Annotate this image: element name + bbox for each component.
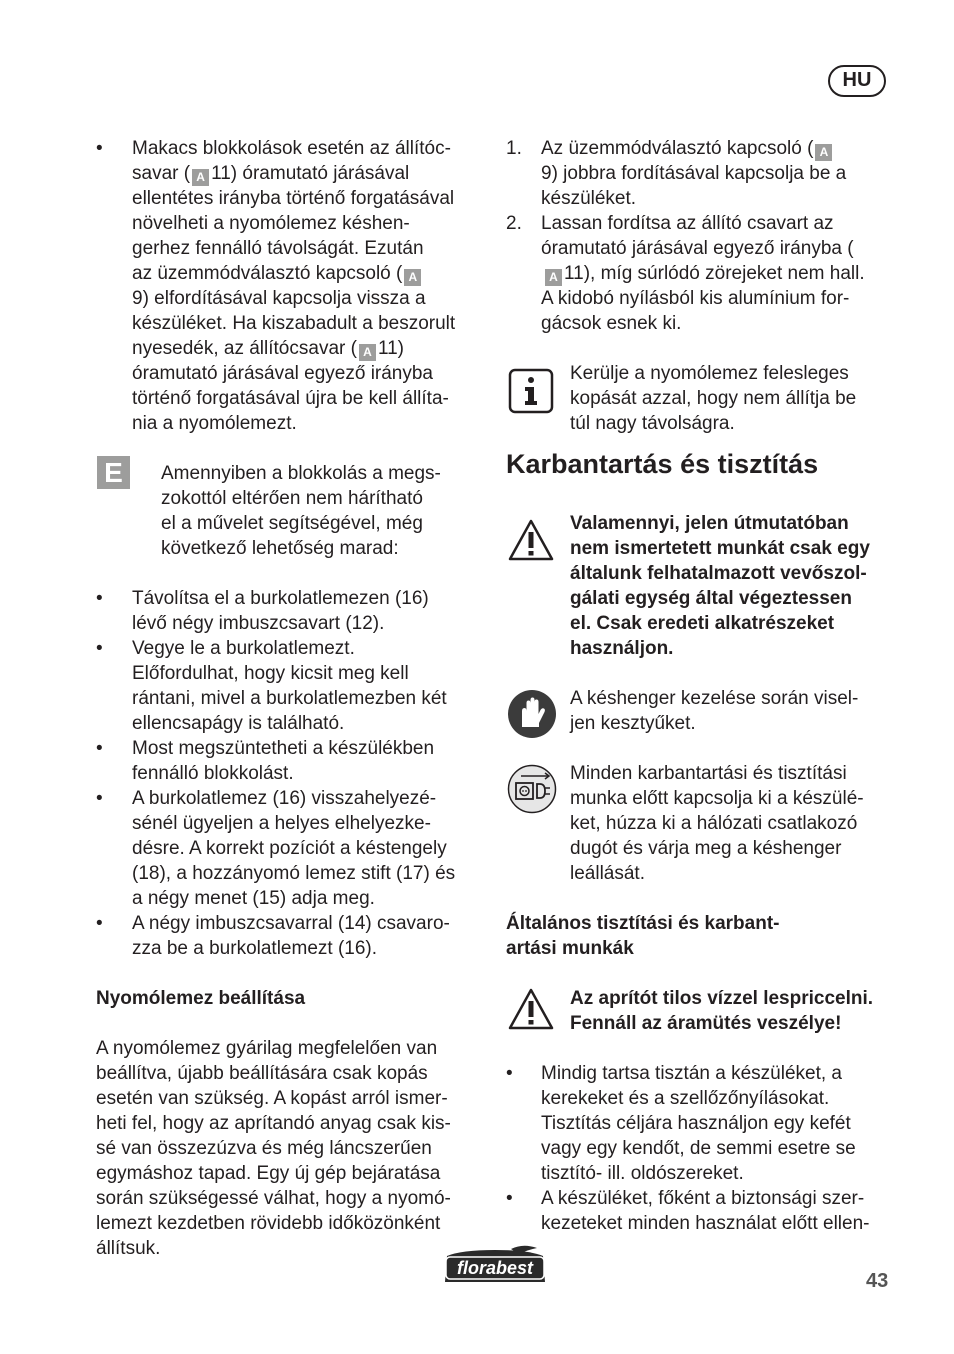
text-line: készüléket. [541,188,637,209]
text-line: fennálló blokkolást. [132,763,294,784]
text-line: sénél ügyeljen a helyes elhelyezke- [132,813,431,834]
gloves-icon [507,689,557,739]
text-line: zza be a burkolatlemezt (16). [132,938,378,959]
section-heading: Karbantartás és tisztítás [506,449,819,479]
text-line: munka előtt kapcsolja ki a készülé- [570,788,864,809]
text-line: désre. A korrekt pozíciót a késtengely [132,838,447,859]
text-line: Kerülje a nyomólemez felesleges [570,363,849,384]
text-line: Az aprítót tilos vízzel lespriccelni. [570,988,874,1009]
figure-ref-badge: A [404,269,421,286]
text-line: állítsuk. [96,1238,161,1259]
bullet-marker: • [96,138,103,159]
figure-ref-badge: A [545,269,562,286]
text-line: gácsok esnek ki. [541,313,682,334]
language-badge: HU [828,65,886,97]
text-line: dugót és várja meg a késhenger [570,838,842,859]
text-line: leállását. [570,863,645,884]
bullet-marker: • [96,738,103,759]
text-line: ellentétes irányba történő forgatásával [132,188,455,209]
text-line: Valamennyi, jelen útmutatóban [570,513,849,534]
text-line: túl nagy távolságra. [570,413,735,434]
text-line: Távolítsa el a burkolatlemezen (16) [132,588,429,609]
text-line: használjon. [570,638,674,659]
bullet-marker: • [96,588,103,609]
text-line: Most megszüntetheti a készülékben [132,738,435,759]
text-line: általunk felhatalmazott vevőszol- [570,563,867,584]
text-line: kezeteket minden használat előtt ellen- [541,1213,870,1234]
text-line: A késhenger kezelése során visel- [570,688,859,709]
text-line: nem ismertetett munkát csak egy [570,538,870,559]
text-line: lévő négy imbuszcsavart (12). [132,613,385,634]
section-subheading: artási munkák [506,938,634,959]
text-line: Fennáll az áramütés veszélye! [570,1013,842,1034]
text-line: során szükségessé válhat, hogy a nyomó- [96,1188,451,1209]
bullet-marker: • [96,913,103,934]
text-line: A négy imbuszcsavarral (14) csavaro- [132,913,450,934]
text-line: esetén van szükség. A kopást arról ismer- [96,1088,448,1109]
text-line: Előfordulhat, hogy kicsit meg kell [132,663,409,684]
florabest-logo [441,1244,549,1286]
svg-text:florabest: florabest [456,1258,534,1278]
text-line: sé van összezúzva és még láncszerűen [96,1138,432,1159]
text-line: történő forgatásával újra be kell állíta- [132,388,449,409]
text-line: egymáshoz tapad. Egy új gép bejáratása [96,1163,441,1184]
text-line: gerhez fennálló távolságát. Ezután [132,238,424,259]
text-line: Tisztítás céljára használjon egy kefét [541,1113,851,1134]
bullet-marker: • [506,1188,513,1209]
text-line: az üzemmódválasztó kapcsoló ( A [132,261,423,286]
text-line: A nyomólemez gyárilag megfelelően van [96,1038,438,1059]
text-line: A 11), míg súrlódó zörejeket nem hall. [541,261,865,286]
text-line: heti fel, hogy az aprítandó anyag csak kis- [96,1113,451,1134]
e-label-badge: E [97,456,130,489]
text-line: gálati egység által végeztessen [570,588,852,609]
text-line: A kidobó nyílásból kis alumínium for- [541,288,850,309]
text-line: lemezt kezdetben rövidebb időközönként [96,1213,441,1234]
text-line: ket, húzza ki a hálózati csatlakozó [570,813,858,834]
page-number: 43 [866,1270,889,1292]
text-line: következő lehetőség marad: [161,538,399,559]
step-number: 1. [506,138,522,159]
warning-icon [507,518,555,562]
warning-icon [507,987,555,1031]
unplug-icon [507,764,557,814]
text-line: A készüléket, főként a biztonsági szer- [541,1188,865,1209]
text-line: Mindig tartsa tisztán a készüléket, a [541,1063,842,1084]
text-line: növelheti a nyomólemez késhen- [132,213,410,234]
text-line: vagy egy kendőt, de semmi esetre se [541,1138,856,1159]
text-line: el. Csak eredeti alkatrészeket [570,613,835,634]
text-line: ellencsapágy is található. [132,713,345,734]
text-line: Lassan fordítsa az állító csavart az [541,213,834,234]
text-line: óramutató járásával egyező irányba [132,363,434,384]
text-line: (18), a hozzányomó lemez stift (17) és [132,863,456,884]
text-line: Az üzemmódválasztó kapcsoló ( A [541,136,834,161]
text-line: óramutató járásával egyező irányba ( [541,238,854,259]
text-line: rántani, mivel a burkolatlemezben két [132,688,447,709]
text-line: Minden karbantartási és tisztítási [570,763,847,784]
bullet-marker: • [506,1063,513,1084]
section-subheading: Általános tisztítási és karbant- [506,913,780,934]
text-line: beállítva, újabb beállítására csak kopás [96,1063,428,1084]
figure-ref-badge: A [815,144,832,161]
text-line: nia a nyomólemezt. [132,413,297,434]
figure-ref-badge: A [192,169,209,186]
text-line: 9) elfordításával kapcsolja vissza a [132,288,426,309]
text-line: savar ( A 11) óramutató járásával [132,163,410,184]
info-icon [508,368,554,414]
bullet-marker: • [96,638,103,659]
text-line: zokottól eltérően nem hárítható [161,488,423,509]
text-line: tisztító- ill. oldószereket. [541,1163,744,1184]
text-line: 9) jobbra fordításával kapcsolja be a [541,163,847,184]
text-line: Vegye le a burkolatlemezt. [132,638,355,659]
text-line: jen kesztyűket. [570,713,696,734]
section-subheading: Nyomólemez beállítása [96,988,306,1009]
figure-ref-badge: A [359,344,376,361]
bullet-marker: • [96,788,103,809]
text-line: a négy menet (15) adja meg. [132,888,375,909]
text-line: Amennyiben a blokkolás a megs- [161,463,441,484]
step-number: 2. [506,213,522,234]
text-line: A burkolatlemez (16) visszahelyezé- [132,788,437,809]
text-line: készüléket. Ha kiszabadult a beszorult [132,313,456,334]
text-line: el a művelet segítségével, még [161,513,423,534]
text-line: kopását azzal, hogy nem állítja be [570,388,857,409]
text-line: Makacs blokkolások esetén az állítóc- [132,138,451,159]
text-line: kerekeket és a szellőzőnyílásokat. [541,1088,830,1109]
text-line: nyesedék, az állítócsavar ( A 11) [132,338,405,359]
